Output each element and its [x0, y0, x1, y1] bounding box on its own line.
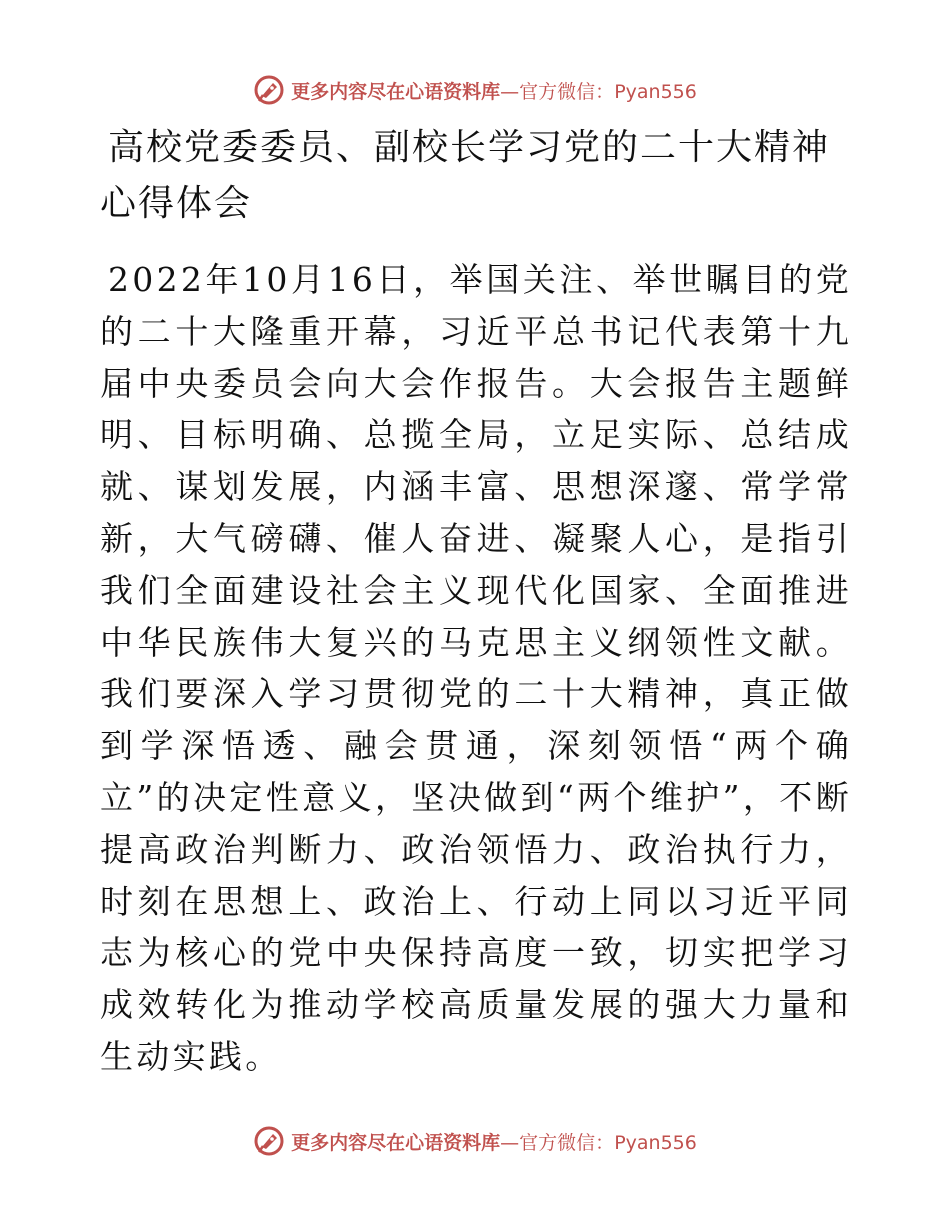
header-watermark-inner	[253, 74, 697, 106]
footer-watermark-inner	[253, 1125, 697, 1157]
watermark-wechat-label: 官方微信：	[519, 1131, 615, 1154]
footer-watermark	[0, 1121, 950, 1161]
pen-nib-logo-icon	[253, 74, 285, 106]
watermark-dash: —	[500, 1131, 520, 1154]
watermark-site-name: 更多内容尽在心语资料库	[291, 1131, 501, 1154]
watermark-site-name: 更多内容尽在心语资料库	[291, 80, 501, 103]
footer-watermark-text	[291, 1128, 697, 1155]
document-paragraph: 2022年10月16日，举国关注、举世瞩目的党的二十大隆重开幕，习近平总书记代表第十九届中央委员会向大会作报告。大会报告主题鲜明、目标明确、总揽全局，立足实际、总结成就、谋划发展，内涵丰富、思想深邃、常学常新，大气磅礴、催人奋进、凝聚人心，是指引我们全面建设社会主义现代化国家、全面推进中华民族伟大复兴的马克思主义纲领性文献。我们要深入学习贯彻党的二十大精神，真正做到学深悟透、融会贯通，深刻领悟“两个确立”的决定性意义，坚决做到“两个维护”，不断提高政治判断力、政治领悟力、政治执行力，时刻在思想上、政治上、行动上同以习近平同志为核心的党中央保持高度一致，切实把学习成效转化为推动学校高质量发展的强大力量和生动实践。	[100, 260, 852, 1076]
pen-nib-logo-icon	[253, 1125, 285, 1157]
watermark-dash: —	[500, 80, 520, 103]
header-watermark	[0, 70, 950, 110]
watermark-wechat-label: 官方微信：	[519, 80, 615, 103]
watermark-wechat-handle: Pyan556	[614, 80, 697, 103]
header-watermark-text	[291, 77, 697, 104]
document-title: 高校党委委员、副校长学习党的二十大精神心得体会	[100, 127, 831, 224]
watermark-wechat-handle: Pyan556	[614, 1131, 697, 1154]
